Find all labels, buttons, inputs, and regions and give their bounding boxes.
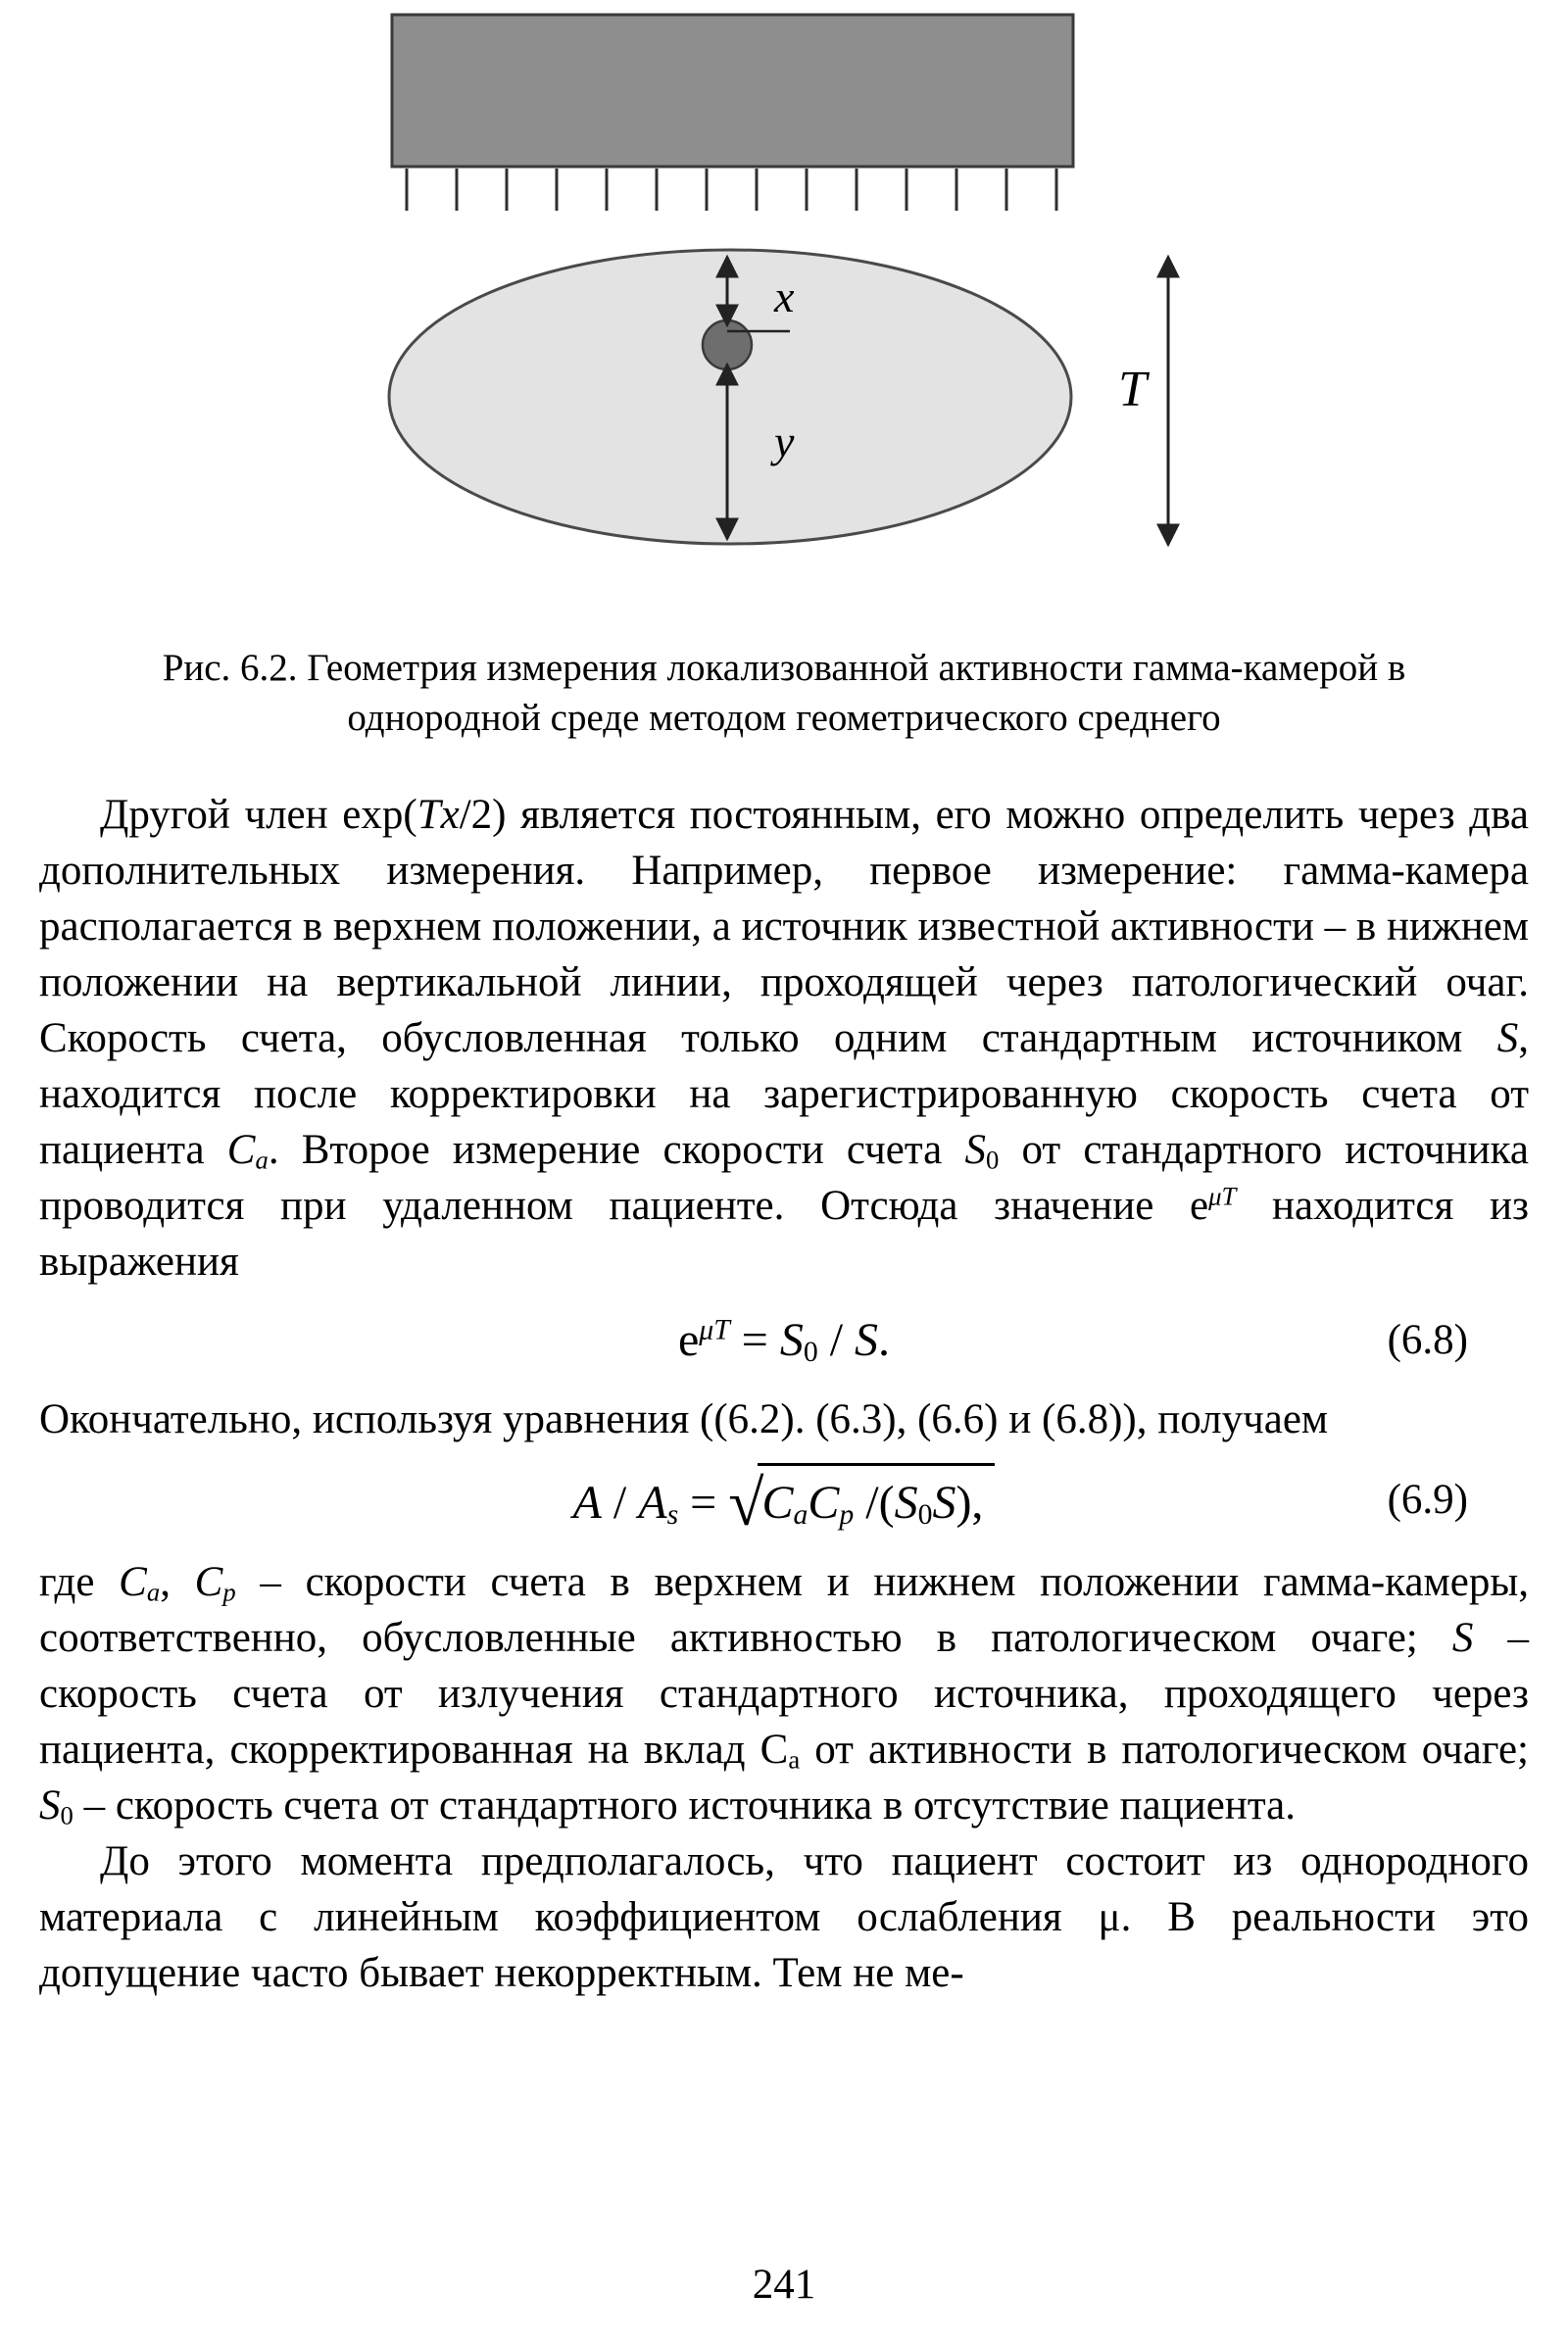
collimator-lines (407, 169, 1056, 211)
equation-6-9 (39, 1463, 1529, 1538)
figure-6-2-svg (0, 0, 1568, 617)
x-label: x (774, 271, 795, 321)
equation-6-8 (39, 1305, 1529, 1376)
paragraph-1: Другой член exp(Tx/2) является постоянным, его можно определить через два дополнительных измерения. Например, первое измерение: гамма-камера располагается в верхнем положении, а источник известной активности – в нижнем положении на вертикальной линии, проходящей через патологический очаг. Скорость счета, обусловленная только одним стандартным источником S, находится после корректировки на зарегистрированную скорость счета от пациента $C_a$. Второе измерение скорости счета $S_0$ от стандартного источника проводится при удаленном пациенте. Отсюда значение $е^{\mu T}$ находится из выражения (39, 791, 1530, 1285)
y-label: y (774, 416, 795, 466)
body-text (0, 787, 1568, 2001)
equation-6-9-body: $A / A_s = √C_aC_p$ $/(S_0S)$, (573, 1463, 996, 1538)
equation-6-8-number: (6.8) (1387, 1316, 1468, 1363)
detector-rect (392, 15, 1073, 167)
figure-6-2 (0, 0, 1568, 617)
equation-6-9-lhs: A / $A_s$ = (572, 1476, 729, 1531)
equation-6-8-body: $е^{\mu T} = S_0 / S$. (677, 1313, 891, 1368)
patient-ellipse (389, 250, 1071, 544)
paragraph-4: До этого момента предполагалось, что пациент состоит из однородного материала с линейным коэффициентом ослабления μ. В реальности это допущение часто бывает некорректным. Тем не ме- (39, 1837, 1529, 1996)
activity-source-circle (703, 320, 752, 369)
thickness-label: T (1118, 362, 1147, 417)
paragraph-3: где $C_a$, $C_p$ – скорости счета в верхнем и нижнем положении гамма-камеры, соответственно, обусловленные активностью в патологическом очаге; S – скорость счета от излучения стандартного источника, проходящего через пациента, скорректированная на вклад $С_а$ от активности в патологическом очаге; $S_0$ – скорость счета от стандартного источника в отсутствие пациента. (39, 1558, 1530, 1830)
page-number: 241 (752, 2262, 816, 2308)
figure-caption: Рис. 6.2. Геометрия измерения локализованной активности гамма-камерой в однородной среде методом геометрического среднего (162, 647, 1406, 740)
paragraph-2: Окончательно, используя уравнения ((6.2). (6.3), (6.6) и (6.8)), получаем (39, 1395, 1329, 1442)
equation-6-9-radicand: $C_aC_p$ $/(S_0S)$, (758, 1463, 995, 1538)
equation-6-9-number: (6.9) (1387, 1477, 1468, 1524)
